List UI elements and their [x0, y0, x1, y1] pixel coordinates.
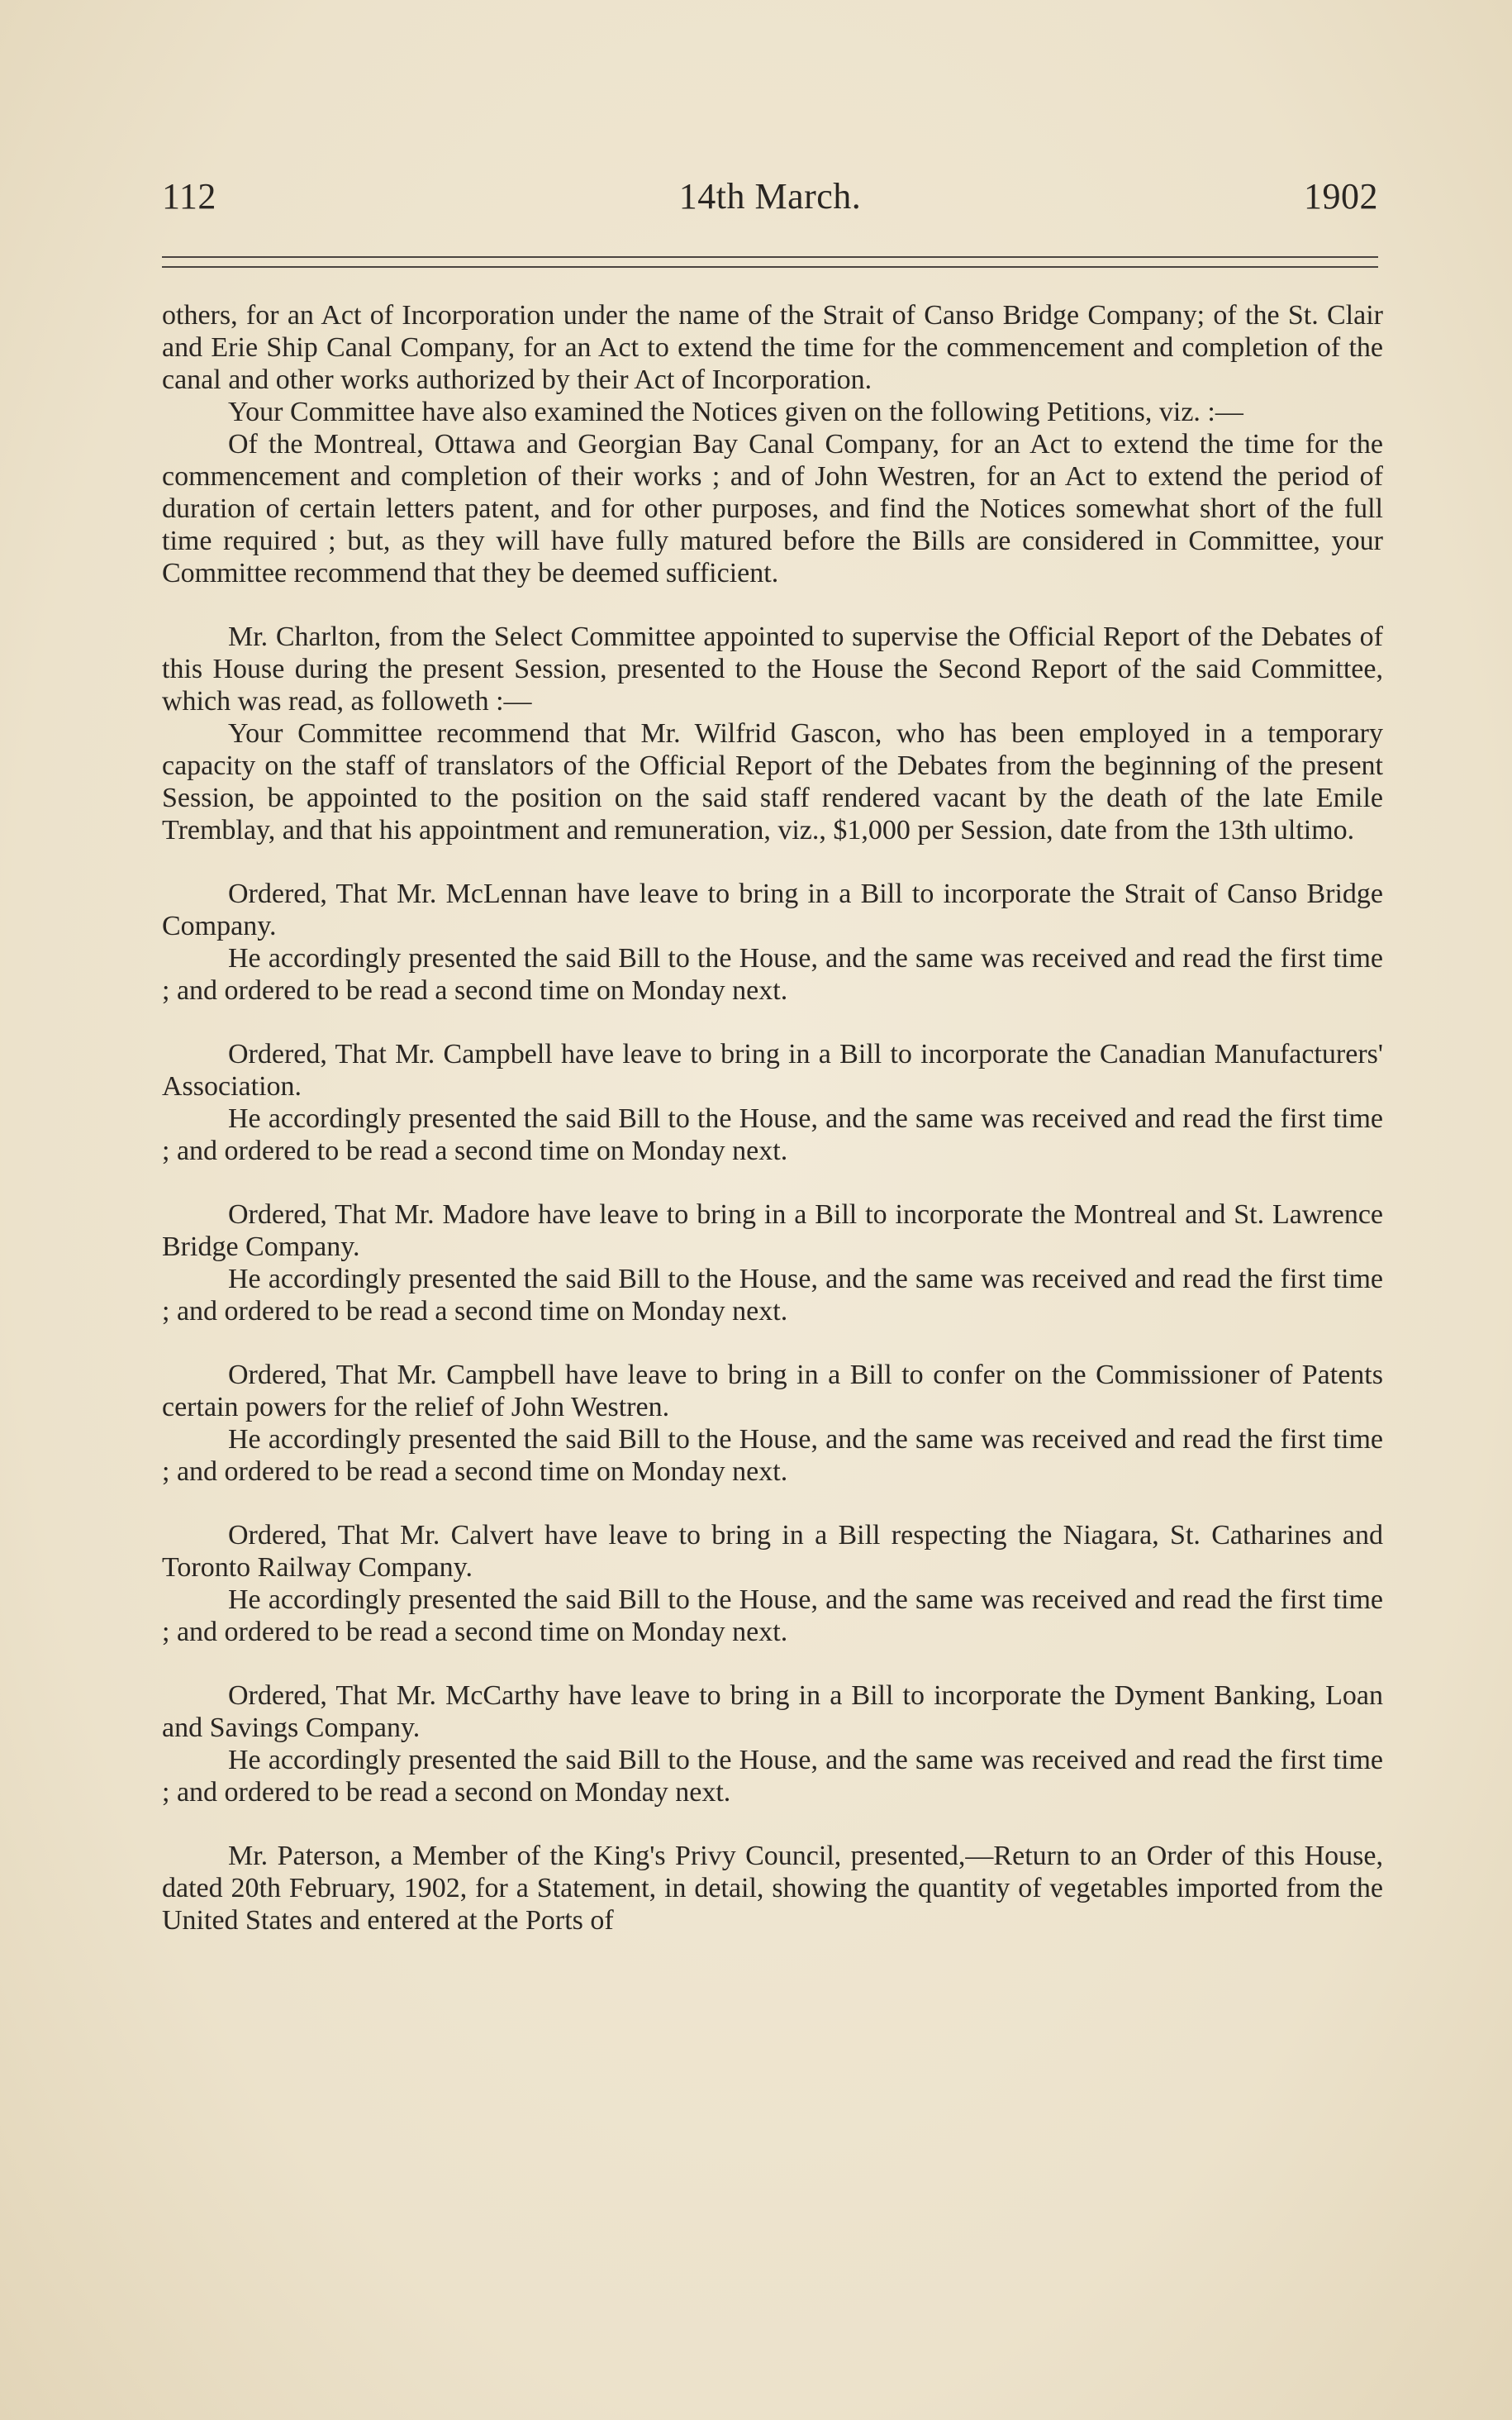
paragraph-bill-presented: He accordingly presented the said Bill to the House, and the same was received and read the first time ; and ordered to be read a second time on Monday next.	[162, 1424, 1383, 1487]
page-year: 1902	[1304, 176, 1378, 217]
paragraph-bill-presented: He accordingly presented the said Bill to the House, and the same was received and read the first time ; and ordered to be read a second time on Monday next.	[162, 1584, 1383, 1647]
page-date: 14th March.	[678, 176, 862, 217]
header-double-rule	[162, 256, 1378, 268]
paragraph-order-calvert: Ordered, That Mr. Calvert have leave to bring in a Bill respecting the Niagara, St. Catharines and Toronto Railway Company.	[162, 1520, 1383, 1583]
page-number: 112	[162, 176, 216, 217]
paragraph-order-madore: Ordered, That Mr. Madore have leave to bring in a Bill to incorporate the Montreal and St. Lawrence Bridge Company.	[162, 1199, 1383, 1262]
paragraph-gascon-recommendation: Your Committee recommend that Mr. Wilfrid Gascon, who has been employed in a temporary capacity on the staff of translators of the Official Report of the Debates from the beginning of the present Session, be appointed to the position on the said staff rendered vacant by the death of the late Emile Tremblay, and that his appointment and remuneration, viz., $1,000 per Session, date from the 13th ultimo.	[162, 718, 1383, 846]
paragraph-notices-intro: Your Committee have also examined the Notices given on the following Petitions, viz. :—	[228, 397, 1243, 427]
paragraph-continuation: others, for an Act of Incorporation under the name of the Strait of Canso Bridge Company; of the St. Clair and Erie Ship Canal Company, for an Act to extend the time for the commencement and completion of the canal and other works authorized by their Act of Incorporation.	[162, 300, 1383, 395]
paragraph-bill-presented: He accordingly presented the said Bill to the House, and the same was received and read the first time ; and ordered to be read a second time on Monday next.	[162, 943, 1383, 1006]
paragraph-order-mccarthy: Ordered, That Mr. McCarthy have leave to bring in a Bill to incorporate the Dyment Banking, Loan and Savings Company.	[162, 1680, 1383, 1743]
paragraph-bill-presented: He accordingly presented the said Bill to the House, and the same was received and read the first time ; and ordered to be read a second time on Monday next.	[162, 1103, 1383, 1166]
paragraph-order-campbell-patents: Ordered, That Mr. Campbell have leave to bring in a Bill to confer on the Commissioner of Patents certain powers for the relief of John Westren.	[162, 1360, 1383, 1422]
paragraph-order-campbell-association: Ordered, That Mr. Campbell have leave to bring in a Bill to incorporate the Canadian Manufacturers' Association.	[162, 1039, 1383, 1102]
paragraph-order-mclennan: Ordered, That Mr. McLennan have leave to bring in a Bill to incorporate the Strait of Canso Bridge Company.	[162, 879, 1383, 941]
page-body	[162, 299, 1383, 1936]
paragraph-notices-detail: Of the Montreal, Ottawa and Georgian Bay Canal Company, for an Act to extend the time for the commencement and completion of their works ; and of John Westren, for an Act to extend the period of duration of certain letters patent, and for other purposes, and find the Notices somewhat short of the full time required ; but, as they will have fully matured before the Bills are considered in Committee, your Committee recommend that they be deemed sufficient.	[162, 429, 1383, 588]
paragraph-bill-presented: He accordingly presented the said Bill to the House, and the same was received and read the first time ; and ordered to be read a second time on Monday next.	[162, 1264, 1383, 1327]
paragraph-bill-presented: He accordingly presented the said Bill to the House, and the same was received and read the first time ; and ordered to be read a second on Monday next.	[162, 1745, 1383, 1808]
paragraph-paterson-return: Mr. Paterson, a Member of the King's Privy Council, presented,—Return to an Order of this House, dated 20th February, 1902, for a Statement, in detail, showing the quantity of vegetables imported from the United States and entered at the Ports of	[162, 1841, 1383, 1936]
paragraph-charlton-report: Mr. Charlton, from the Select Committee appointed to supervise the Official Report of the Debates of this House during the present Session, presented to the House the Second Report of the said Committee, which was read, as followeth :—	[162, 622, 1383, 717]
page-header	[162, 175, 1378, 225]
